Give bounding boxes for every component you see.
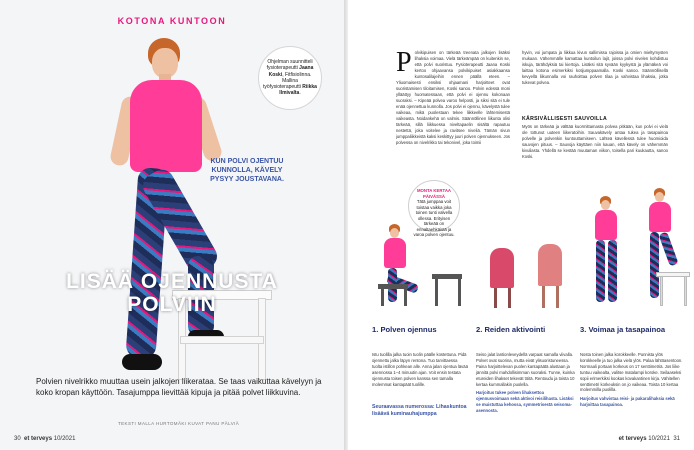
body-column-1: P olvikipuisen on tärkeää treenata jalkojen lisäksi lihaksia voimaa. Vielä tärkeämpää on kuitenkin se, että polvi suoristuu. Fysioterapeutti Jaana Koski kertoo ohjaavansa polvikipuiset asiakkaansa kuntosalilajeihin ennen päällä eteen. – Yliuomaisesti ensiksi ohjaamani harjoitteet ovat suoristamisen tiloitamisen, Koski sanoo. Polvin edessä moni ylläättyy huomatessaan, että polvi ei ojennu kokonaan suoraksi. – Kipeää polvea varoo helposti, ja siksi sitä ei tule enää ojennettua kunnolla. Jos polvi ei ojennu, kävelystä tulee vaikeaa, mikä puolestaan tekee liikkeelle lähtemisestä vaikeasta. Noidankehä on valmis. Säännöllinen liikunta olisi tärkeää, sillä liikkuessa niveltapaelin sisältä rapautuu nestettä, joka voitelee ja ravitsee niveliä. Tämän sivun jumppaliikkeistä kaksi keskittyy juuri polven ojennukseen. Jos polvessa on nivelrikko tai tekonivel, joka toimii	[396, 50, 510, 145]
pull-quote: KUN POLVI OJENTUU KUNNOLLA, KÄVELY PYSYY JOUSTAVANA.	[210, 158, 284, 183]
tip-circle: MONTA KERTAA PÄIVÄSSÄ Tätä jumppaa voit toistaa vaikka joka toinen tunti valvella ollessa. Erityisen tärkeää on ennaltaehkäistä ja varoa polven ojentuu.	[408, 180, 460, 232]
right-page	[348, 0, 694, 450]
body-column-2: hyvin, voi jumpata ja liikkua kivun sallimissa rajoissa ja omien mieltymysten mukaan. Vähemmälle kamattaa kuntoilun lajit, joissa polvi nivelen kohdistuu iskuja, tärähdyksiä tai kiertoja. Lisäksi sitä syvään kyykystä ja ylämäkeä voi laittaa kotona esimerkiksi kotijumppaamalla. Koski sanoo. Säännöllisellä kevyellä liikunnalla voi rauhoittaa polven tilaa ja vahvistaa lihaksia, jotka tukevat polvea.	[522, 50, 668, 85]
subhead-sauvoilla: KÄRSIVÄLLISESTI SAUVOILLA	[522, 116, 608, 122]
body-column-2b: Myös on tärkeää ja välttää kuormittamasta polvea pitkään, kun polvi ei vielä ole tottunut uuteen liikeratoihin. Sauvakävely antaa tukea ja tasapainoa polvelle ja polvenkin kuntouttamiseen. Lähteä kävellessä tulee huomioida sauvojen pituus. – Sauvoja käyttäen niin kauan, että kävely on vähemmän kivuliasta. Yhdellä se kestää muutaman viikon, toisella pari kuukautta, sanoo Koski.	[522, 124, 668, 159]
step-1-title: 1. Polven ojennus	[372, 325, 437, 334]
exercise-photo-1	[372, 188, 472, 308]
step-3-body: Nosta toinen jalka korokkeelle. Punnista ylös korokkeelle ja tuo jalka vielä ylös. Palaa lähtöasentoon. Normaali portaan korkeus on 17 senttimetriä. Jos liike tuntuu vaikealta, valitse matalampi koroke. Seilaaseksi sopii erimerkiksi kookas kovakantinen kirja. Vähitellen senttimetri korkeuksin on jo vaikeaa. Toista 10 kertaa molemmilla puolilla. Harjoitus vahvistaa reisi- ja pakaralihaksia sekä harjoittaa tasapainoa.	[580, 352, 683, 408]
left-page	[0, 0, 344, 450]
exercise-photo-2	[476, 188, 580, 308]
step-2-body: Seiso jalat lantionleveydellä varpaat samalla viivalla. Polvet ovat suorina, mutta eivät ylisuoristuneessa. Paina harjoittelevan puolen kantapäätä alustaan ja jännitä polvi mahdollisimman suoraksi. Tunne, kuinka etureiden lihakset tekevät töitä. Rentoudu ja toista 10 kertaa kummallakin puolella. Harjoitus tukee polven lihaksettoa ojennusvoimaan sekä aktivoi reisilihasta. Lisäksi se muistuttaa kehossa, symmetrisestä seisoma-asennosta.	[476, 352, 575, 414]
next-issue-callout: Seuraavassa numerossa: Lihaskuntoa lisäävä kuminauhajumppa	[372, 404, 467, 417]
exercise-photo-3	[580, 188, 694, 308]
step-2-title: 2. Reiden aktivointi	[476, 325, 546, 334]
author-bubble: Ohjelman suunnitteli fysioterapeutti Jaana Koski, Fitfisiolinna. Mallina työfysioterapeutti Riikka Ilmivalta.	[258, 46, 322, 110]
lede-paragraph: Polvien nivelrikko muuttaa usein jalkojen liikerataa. Se taas vaikuttaa kävelyyn ja koko kropan käyttöön. Tasajumppa lievittää kipuja ja pitää polvet liikkuvina.	[36, 377, 322, 397]
step-1-body: Istu tuolilla jalka tuoin tuolin päälle kostettuna. Pidä ojennettu jalka läpyn rentona. Tuo tarvittaessa tuolta istillon pohkean alle. Anna jalan ojentua lävää asennossa 1–4 minuutin ajan. Voit ensin testata ojennusta toisen polven kanssa sen tamalla molemmat kantapäät tuolille.	[372, 352, 468, 387]
photo-credit: TEKSTI MALLA HURTOMÄKI KUVAT PANU PÄLVIÄ	[118, 421, 240, 426]
right-folio: et terveys 10/2021 31	[618, 436, 680, 442]
article-headline: LISÄÄ OJENNUSTA POLVIIN	[66, 270, 278, 316]
section-label: KOTONA KUNTOON	[117, 16, 227, 26]
step-3-title: 3. Voimaa ja tasapainoa	[580, 325, 666, 334]
left-folio: 30 et terveys 10/2021	[14, 436, 76, 442]
drop-cap: P	[396, 50, 412, 78]
